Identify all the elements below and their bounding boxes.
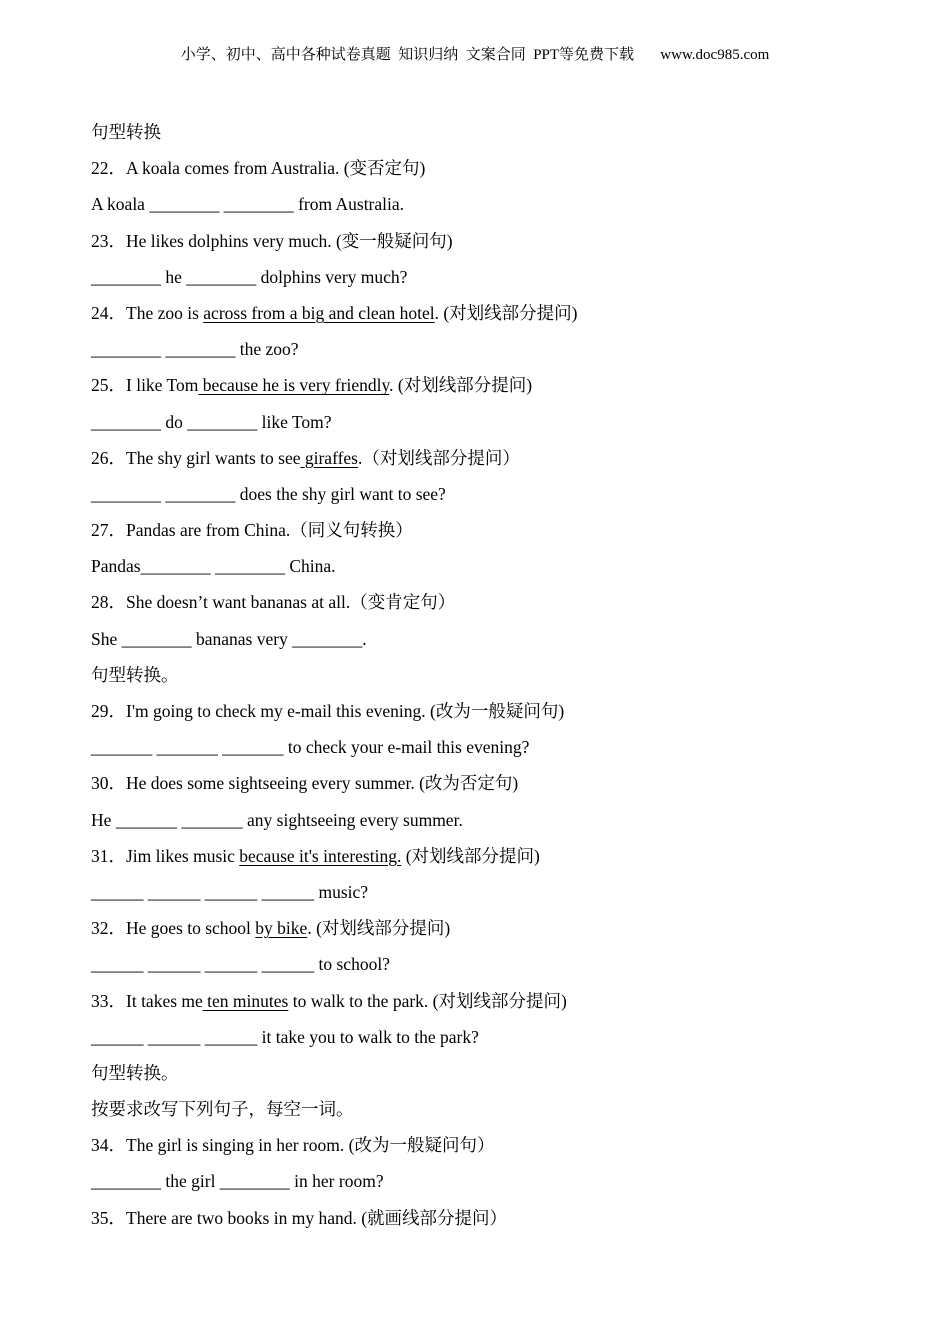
question-28: 28．She doesn’t want bananas at all.（变肯定句） [91,592,456,613]
answer-line-34: ________ the girl ________ in her room? [91,1171,384,1192]
underlined-part: because it's interesting. [239,845,402,866]
answer-line-24: ________ ________ the zoo? [91,339,299,360]
answer-line-33: ______ ______ ______ it take you to walk to the park? [91,1026,479,1047]
exercise-content [91,119,891,1241]
question-text: 32．He goes to school [91,918,256,939]
question-26 [91,445,891,481]
underlined-part: across from a big and clean hotel [203,302,435,323]
underlined-part: because he is very friendly [198,375,390,396]
underlined-part: giraffes [300,447,358,468]
question-25 [91,372,891,408]
question-30: 30．He does some sightseeing every summer. (改为否定句) [91,773,519,794]
answer-line-29: _______ _______ _______ to check your e-mail this evening? [91,737,530,758]
answer-line-22: A koala ________ ________ from Australia. [91,194,405,215]
instruction-text: . (对划线部分提问) [307,918,451,939]
question-24 [91,300,891,336]
answer-line-31: ______ ______ ______ ______ music? [91,881,369,902]
section-heading: 句型转换。 [91,1062,179,1083]
answer-line-32: ______ ______ ______ ______ to school? [91,954,390,975]
section-instruction: 按要求改写下列句子，每空一词。 [91,1099,354,1120]
instruction-text: .（对划线部分提问） [357,447,520,468]
question-33 [91,988,891,1024]
question-32 [91,915,891,951]
question-text: 25．I like Tom [91,375,199,396]
question-35: 35．There are two books in my hand. (就画线部分提问） [91,1207,508,1228]
answer-line-27: Pandas________ ________ China. [91,556,336,577]
instruction-text: . (对划线部分提问) [434,302,578,323]
underlined-part: by bike [255,918,308,939]
underlined-part: ten minutes [202,990,289,1011]
question-23: 23．He likes dolphins very much. (变一般疑问句) [91,230,453,251]
question-text: 26．The shy girl wants to see [91,447,301,468]
instruction-text: . (对划线部分提问) [389,375,533,396]
question-34: 34．The girl is singing in her room. (改为一般疑问句） [91,1135,495,1156]
question-text: 33．It takes me [91,990,203,1011]
answer-line-25: ________ do ________ like Tom? [91,411,332,432]
instruction-text: (对划线部分提问) [401,845,540,866]
instruction-text: to walk to the park. (对划线部分提问) [288,990,567,1011]
answer-line-26: ________ ________ does the shy girl want to see? [91,483,446,504]
section-heading: 句型转换。 [91,664,179,685]
page-header: 小学、初中、高中各种试卷真题 知识归纳 文案合同 PPT等免费下载 www.doc985.com [180,47,770,63]
section-heading: 句型转换 [91,122,161,142]
question-31 [91,843,891,879]
question-29: 29．I'm going to check my e-mail this evening. (改为一般疑问句) [91,701,565,721]
question-text: 31．Jim likes music [91,845,240,866]
question-text: 24．The zoo is [91,302,204,323]
question-22: 22．A koala comes from Australia. (变否定句) [91,158,426,179]
question-27: 27．Pandas are from China.（同义句转换） [91,520,413,541]
answer-line-30: He _______ _______ any sightseeing every summer. [91,809,463,830]
answer-line-28: She ________ bananas very ________. [91,628,367,649]
answer-line-23: ________ he ________ dolphins very much? [91,266,408,287]
